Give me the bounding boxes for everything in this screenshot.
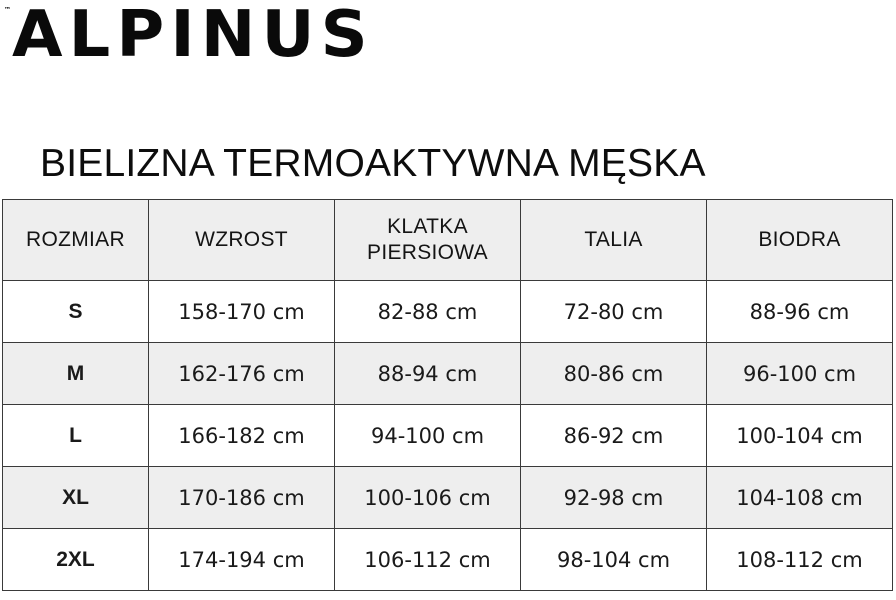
trademark-symbol: ™ (4, 6, 11, 14)
height-cell: 170-186 cm (149, 467, 335, 529)
header-height: WZROST (149, 200, 335, 281)
header-chest-line2: PIERSIOWA (367, 241, 488, 264)
header-hips: BIODRA (707, 200, 893, 281)
header-chest (335, 200, 521, 281)
size-chart-table (2, 199, 893, 591)
waist-cell: 98-104 cm (521, 529, 707, 591)
size-cell: S (3, 281, 149, 343)
chest-cell: 82-88 cm (335, 281, 521, 343)
height-cell: 158-170 cm (149, 281, 335, 343)
waist-cell: 72-80 cm (521, 281, 707, 343)
table-header-row (3, 200, 893, 281)
hips-cell: 104-108 cm (707, 467, 893, 529)
table-row (3, 405, 893, 467)
hips-cell: 96-100 cm (707, 343, 893, 405)
waist-cell: 92-98 cm (521, 467, 707, 529)
size-cell: 2XL (3, 529, 149, 591)
height-cell: 166-182 cm (149, 405, 335, 467)
table-row (3, 529, 893, 591)
hips-cell: 88-96 cm (707, 281, 893, 343)
hips-cell: 108-112 cm (707, 529, 893, 591)
size-cell: L (3, 405, 149, 467)
waist-cell: 80-86 cm (521, 343, 707, 405)
size-cell: M (3, 343, 149, 405)
brand-logo (4, 0, 374, 72)
table-row (3, 467, 893, 529)
brand-name: ALPINUS (12, 0, 374, 72)
waist-cell: 86-92 cm (521, 405, 707, 467)
header-waist: TALIA (521, 200, 707, 281)
height-cell: 162-176 cm (149, 343, 335, 405)
table-row (3, 281, 893, 343)
chest-cell: 100-106 cm (335, 467, 521, 529)
header-chest-line1: KLATKA (387, 215, 468, 238)
chest-cell: 94-100 cm (335, 405, 521, 467)
page-title: BIELIZNA TERMOAKTYWNA MĘSKA (40, 142, 706, 185)
chest-cell: 106-112 cm (335, 529, 521, 591)
header-size: ROZMIAR (3, 200, 149, 281)
size-cell: XL (3, 467, 149, 529)
hips-cell: 100-104 cm (707, 405, 893, 467)
chest-cell: 88-94 cm (335, 343, 521, 405)
table-row (3, 343, 893, 405)
height-cell: 174-194 cm (149, 529, 335, 591)
